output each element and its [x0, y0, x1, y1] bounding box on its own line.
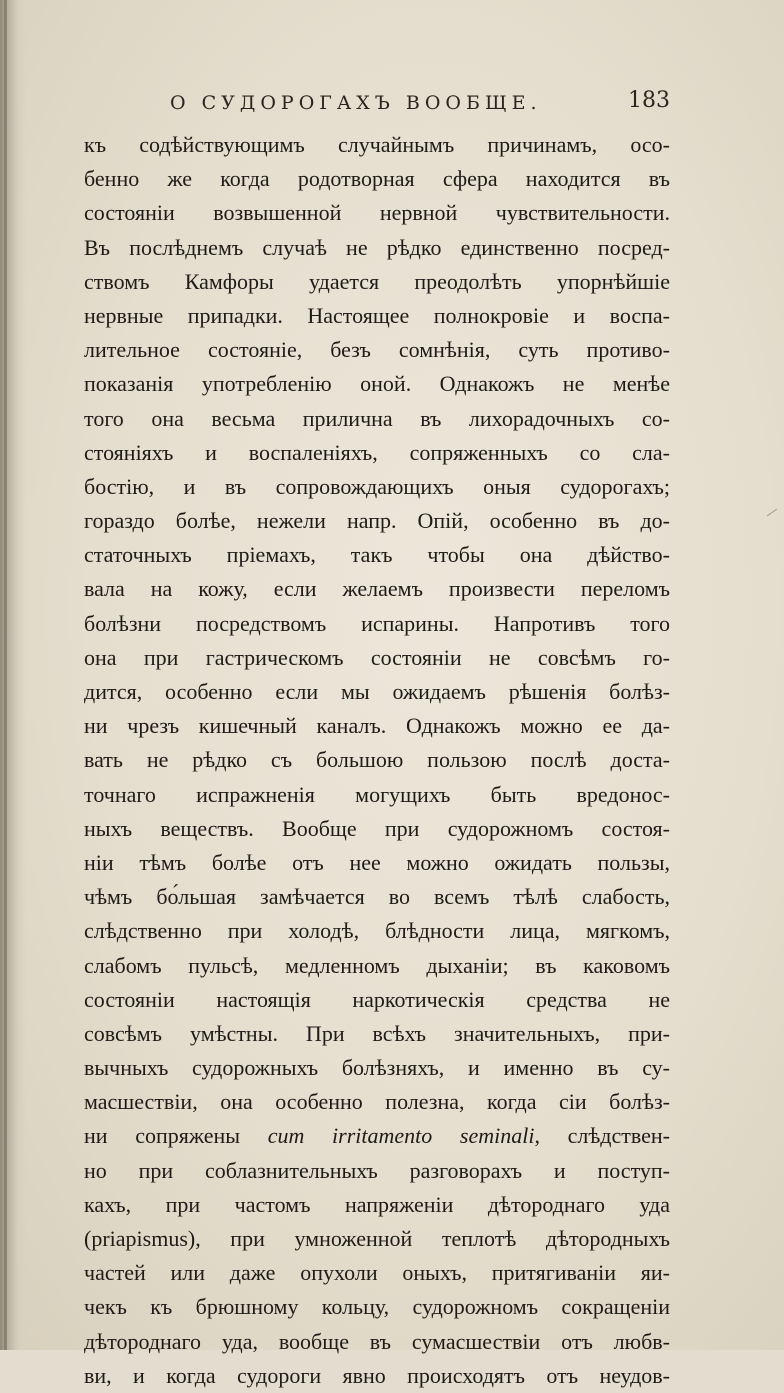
text-line: чѣмъ бо́льшая замѣчается во всемъ тѣлѣ слабость, [84, 884, 670, 910]
text-line: ныхъ веществъ. Вообще при судорожномъ состоя- [84, 815, 670, 841]
text-line: лительное состояніе, безъ сомнѣнія, суть противо- [84, 337, 670, 363]
text-line: бенно же когда родотворная сфера находится въ [84, 166, 670, 192]
text-line: вычныхъ судорожныхъ болѣзняхъ, и именно въ су- [84, 1055, 670, 1081]
text-line: стояніяхъ и воспаленіяхъ, сопряженныхъ со сла- [84, 439, 670, 465]
text-line: того она весьма прилична въ лихорадочныхъ со- [84, 405, 670, 431]
body-text [84, 128, 670, 1393]
running-title: О СУДОРОГАХЪ ВООБЩЕ. [170, 92, 542, 114]
text-line: слабомъ пульсѣ, медленномъ дыханіи; въ каковомъ [84, 952, 670, 978]
paper-scratch-mark [767, 509, 777, 517]
latin-phrase: cum irritamento seminali [267, 1123, 535, 1149]
text-line: болѣзни посредствомъ испарины. Напротивъ того [84, 610, 670, 636]
text-line: вала на кожу, если желаемъ произвести переломъ [84, 576, 670, 602]
text-line: состояніи возвышенной нервной чувствительности. [84, 200, 670, 226]
text-line: она при гастрическомъ состояніи не совсѣмъ го- [84, 644, 670, 670]
text-line: (priapismus), при умноженной теплотѣ дѣтородныхъ [84, 1226, 670, 1251]
text-line: статочныхъ пріемахъ, такъ чтобы она дѣйство- [84, 542, 670, 568]
text-line: дѣтороднаго уда, вообще въ сумасшествіи отъ любв- [84, 1328, 670, 1354]
text-line: Въ послѣднемъ случаѣ не рѣдко единственно посред- [84, 234, 670, 260]
text-line: чекъ къ брюшному кольцу, судорожномъ сокращеніи [84, 1294, 670, 1320]
text-line: вать не рѣдко съ большою пользою послѣ доста- [84, 747, 670, 773]
text-line: ни чрезъ кишечный каналъ. Однакожъ можно ее да- [84, 713, 670, 739]
page-header [40, 88, 710, 128]
text-line: частей или даже опухоли оныхъ, притягиваніи яи- [84, 1260, 670, 1286]
text-line: ни сопряжены cum irritamento seminali, слѣдствен- [84, 1123, 670, 1149]
text-line: дится, особенно если мы ожидаемъ рѣшенія болѣз- [84, 679, 670, 704]
text-line: масшествіи, она особенно полезна, когда сіи болѣз- [84, 1089, 670, 1115]
text-line: слѣдственно при холодѣ, блѣдности лица, мягкомъ, [84, 918, 670, 944]
text-line: ніи тѣмъ болѣе отъ нее можно ожидать пользы, [84, 849, 670, 875]
page-number: 183 [628, 88, 670, 113]
text-line: гораздо болѣе, нежели напр. Опій, особенно въ до- [84, 508, 670, 534]
text-line: нервные припадки. Настоящее полнокровіе и воспа- [84, 302, 670, 328]
page-edge-shadow [4, 0, 7, 1350]
text-line: бостію, и въ сопровождающихъ оныя судорогахъ; [84, 473, 670, 499]
text-line: кахъ, при частомъ напряженіи дѣтороднаго уда [84, 1191, 670, 1217]
text-line: къ содѣйствующимъ случайнымъ причинамъ, осо- [84, 132, 670, 157]
text-line: ствомъ Камфоры удается преодолѣть упорнѣйшіе [84, 268, 670, 294]
text-line: ви, и когда судороги явно происходятъ отъ неудов- [84, 1362, 670, 1388]
text-line: но при соблазнительныхъ разговорахъ и поступ- [84, 1157, 670, 1183]
text-line: совсѣмъ умѣстны. При всѣхъ значительныхъ, при- [84, 1020, 670, 1046]
text-line: показанія употребленію оной. Однакожъ не менѣе [84, 371, 670, 397]
text-line: состояніи настоящія наркотическія средства не [84, 986, 670, 1012]
text-line: точнаго испражненія могущихъ быть вредонос- [84, 781, 670, 807]
